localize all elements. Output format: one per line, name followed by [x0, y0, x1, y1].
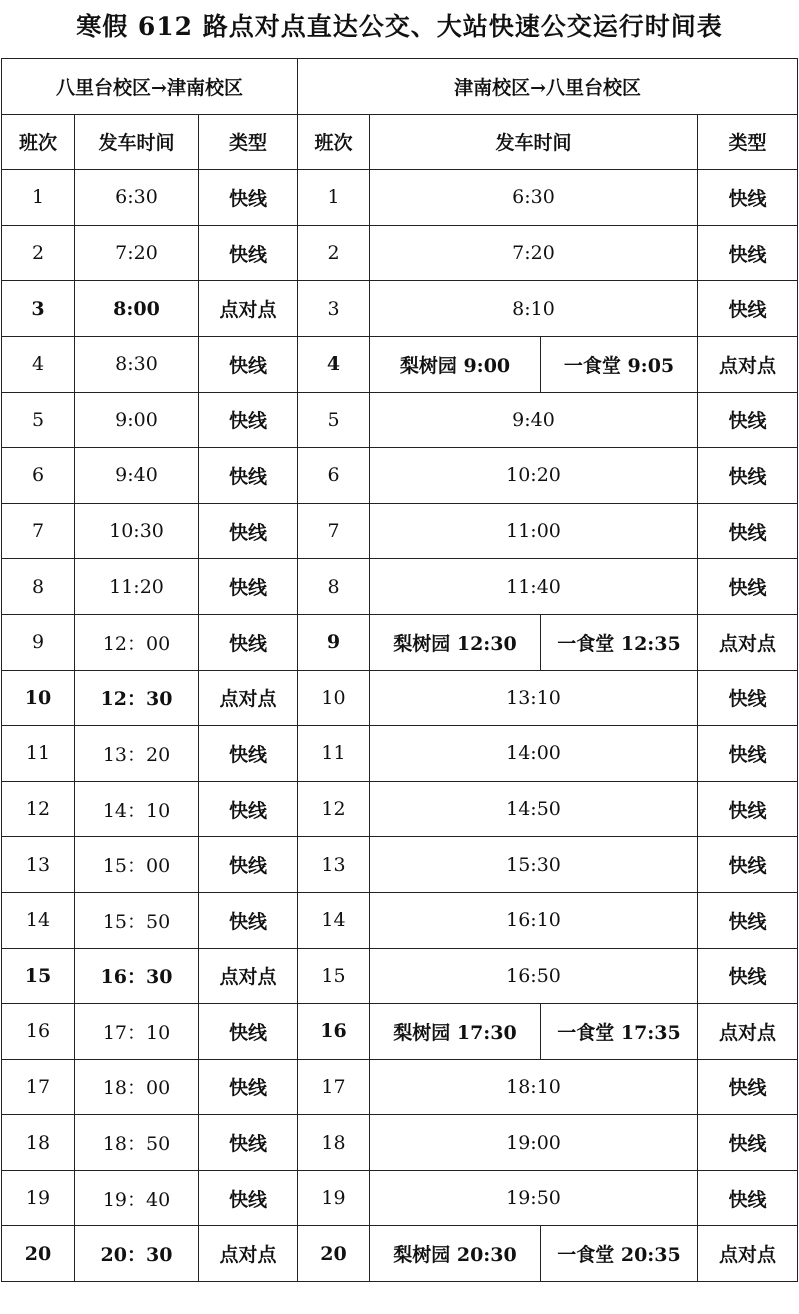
left-trip-type: 快线	[199, 1115, 298, 1171]
left-trip-no: 8	[2, 559, 75, 615]
right-trip-type: 快线	[698, 1170, 798, 1226]
left-departure-time: 9:40	[75, 448, 199, 504]
left-departure-time: 10:30	[75, 503, 199, 559]
right-trip-no: 19	[298, 1170, 370, 1226]
table-row	[2, 1170, 798, 1226]
timetable	[1, 58, 798, 1282]
left-type-header: 类型	[199, 114, 298, 170]
table-row	[2, 1115, 798, 1171]
right-trip-no-header: 班次	[298, 114, 370, 170]
right-departure-time: 19:50	[370, 1170, 698, 1226]
left-trip-type: 快线	[199, 448, 298, 504]
left-departure-time: 20：30	[75, 1226, 199, 1282]
left-trip-type: 点对点	[199, 1226, 298, 1282]
left-departure-time: 19：40	[75, 1170, 199, 1226]
left-trip-type: 快线	[199, 1004, 298, 1060]
direction-row	[2, 59, 798, 115]
table-row	[2, 1004, 798, 1060]
table-row	[2, 336, 798, 392]
right-trip-no: 5	[298, 392, 370, 448]
table-row	[2, 170, 798, 226]
right-departure-time: 18:10	[370, 1059, 698, 1115]
right-departure-header: 发车时间	[370, 114, 698, 170]
right-trip-type: 快线	[698, 948, 798, 1004]
right-departure-time: 19:00	[370, 1115, 698, 1171]
left-trip-no-header: 班次	[2, 114, 75, 170]
right-departure-time: 15:30	[370, 837, 698, 893]
left-departure-time: 17：10	[75, 1004, 199, 1060]
table-row	[2, 225, 798, 281]
left-trip-type: 快线	[199, 781, 298, 837]
right-trip-no: 11	[298, 726, 370, 782]
right-departure-stop-b: 一食堂 17:35	[541, 1004, 698, 1060]
left-departure-time: 14：10	[75, 781, 199, 837]
left-trip-type: 快线	[199, 503, 298, 559]
table-row	[2, 892, 798, 948]
left-trip-no: 9	[2, 614, 75, 670]
right-trip-type: 快线	[698, 170, 798, 226]
column-header-row	[2, 114, 798, 170]
right-trip-no: 18	[298, 1115, 370, 1171]
left-trip-type: 快线	[199, 559, 298, 615]
table-row	[2, 781, 798, 837]
left-trip-no: 2	[2, 225, 75, 281]
right-trip-no: 10	[298, 670, 370, 726]
left-trip-type: 快线	[199, 336, 298, 392]
right-departure-time: 14:00	[370, 726, 698, 782]
table-row	[2, 948, 798, 1004]
left-departure-time: 16：30	[75, 948, 199, 1004]
right-departure-time: 7:20	[370, 225, 698, 281]
left-trip-no: 14	[2, 892, 75, 948]
table-row	[2, 837, 798, 893]
right-departure-time: 16:50	[370, 948, 698, 1004]
right-trip-no: 7	[298, 503, 370, 559]
table-row	[2, 448, 798, 504]
right-trip-type: 点对点	[698, 614, 798, 670]
right-trip-type: 快线	[698, 225, 798, 281]
left-departure-time: 18：50	[75, 1115, 199, 1171]
left-trip-type: 快线	[199, 392, 298, 448]
right-trip-type: 快线	[698, 726, 798, 782]
left-trip-no: 16	[2, 1004, 75, 1060]
right-trip-type: 点对点	[698, 336, 798, 392]
left-trip-type: 快线	[199, 892, 298, 948]
right-trip-type: 点对点	[698, 1004, 798, 1060]
right-trip-no: 15	[298, 948, 370, 1004]
table-row	[2, 503, 798, 559]
left-trip-type: 快线	[199, 614, 298, 670]
right-trip-type: 快线	[698, 392, 798, 448]
left-departure-time: 12：30	[75, 670, 199, 726]
right-trip-type: 快线	[698, 837, 798, 893]
right-departure-time: 10:20	[370, 448, 698, 504]
right-departure-stop-a: 梨树园 12:30	[370, 614, 541, 670]
right-departure-time: 16:10	[370, 892, 698, 948]
left-departure-time: 7:20	[75, 225, 199, 281]
left-trip-no: 6	[2, 448, 75, 504]
left-trip-type: 点对点	[199, 670, 298, 726]
right-departure-time: 14:50	[370, 781, 698, 837]
right-trip-no: 17	[298, 1059, 370, 1115]
right-departure-stop-b: 一食堂 12:35	[541, 614, 698, 670]
right-trip-type: 快线	[698, 781, 798, 837]
right-departure-stop-b: 一食堂 9:05	[541, 336, 698, 392]
left-trip-no: 19	[2, 1170, 75, 1226]
left-departure-header: 发车时间	[75, 114, 199, 170]
left-trip-no: 15	[2, 948, 75, 1004]
right-trip-type: 快线	[698, 448, 798, 504]
left-trip-type: 快线	[199, 1059, 298, 1115]
left-trip-no: 5	[2, 392, 75, 448]
left-trip-type: 快线	[199, 1170, 298, 1226]
table-row	[2, 392, 798, 448]
right-trip-no: 13	[298, 837, 370, 893]
left-trip-type: 快线	[199, 225, 298, 281]
left-trip-no: 7	[2, 503, 75, 559]
left-departure-time: 13：20	[75, 726, 199, 782]
right-trip-no: 3	[298, 281, 370, 337]
right-trip-no: 9	[298, 614, 370, 670]
left-trip-no: 18	[2, 1115, 75, 1171]
left-direction-header: 八里台校区→津南校区	[2, 59, 298, 115]
right-departure-time: 6:30	[370, 170, 698, 226]
left-trip-no: 3	[2, 281, 75, 337]
left-trip-type: 快线	[199, 726, 298, 782]
right-trip-no: 16	[298, 1004, 370, 1060]
left-trip-no: 10	[2, 670, 75, 726]
right-trip-no: 2	[298, 225, 370, 281]
left-trip-type: 点对点	[199, 281, 298, 337]
right-trip-type: 快线	[698, 1059, 798, 1115]
left-departure-time: 8:30	[75, 336, 199, 392]
left-trip-type: 点对点	[199, 948, 298, 1004]
right-trip-no: 1	[298, 170, 370, 226]
right-trip-type: 快线	[698, 559, 798, 615]
table-row	[2, 1059, 798, 1115]
left-departure-time: 15：50	[75, 892, 199, 948]
right-trip-no: 4	[298, 336, 370, 392]
right-direction-header: 津南校区→八里台校区	[298, 59, 798, 115]
right-departure-time: 9:40	[370, 392, 698, 448]
left-departure-time: 12：00	[75, 614, 199, 670]
left-trip-no: 12	[2, 781, 75, 837]
left-trip-type: 快线	[199, 837, 298, 893]
table-row	[2, 559, 798, 615]
left-departure-time: 9:00	[75, 392, 199, 448]
left-trip-type: 快线	[199, 170, 298, 226]
right-departure-stop-a: 梨树园 9:00	[370, 336, 541, 392]
left-trip-no: 1	[2, 170, 75, 226]
right-trip-no: 14	[298, 892, 370, 948]
left-trip-no: 20	[2, 1226, 75, 1282]
left-trip-no: 13	[2, 837, 75, 893]
table-row	[2, 670, 798, 726]
right-trip-no: 12	[298, 781, 370, 837]
right-departure-stop-a: 梨树园 20:30	[370, 1226, 541, 1282]
table-row	[2, 1226, 798, 1282]
table-row	[2, 726, 798, 782]
left-departure-time: 15：00	[75, 837, 199, 893]
right-trip-type: 快线	[698, 892, 798, 948]
right-departure-time: 13:10	[370, 670, 698, 726]
right-departure-time: 8:10	[370, 281, 698, 337]
right-trip-no: 6	[298, 448, 370, 504]
right-trip-type: 快线	[698, 281, 798, 337]
table-row	[2, 281, 798, 337]
right-departure-stop-a: 梨树园 17:30	[370, 1004, 541, 1060]
left-trip-no: 17	[2, 1059, 75, 1115]
right-trip-no: 20	[298, 1226, 370, 1282]
page-title: 寒假 612 路点对点直达公交、大站快速公交运行时间表	[76, 12, 723, 41]
right-departure-time: 11:00	[370, 503, 698, 559]
right-trip-type: 点对点	[698, 1226, 798, 1282]
left-trip-no: 4	[2, 336, 75, 392]
right-type-header: 类型	[698, 114, 798, 170]
left-departure-time: 18：00	[75, 1059, 199, 1115]
left-departure-time: 11:20	[75, 559, 199, 615]
left-departure-time: 6:30	[75, 170, 199, 226]
table-row	[2, 614, 798, 670]
left-departure-time: 8:00	[75, 281, 199, 337]
right-departure-time: 11:40	[370, 559, 698, 615]
right-trip-type: 快线	[698, 503, 798, 559]
right-trip-type: 快线	[698, 670, 798, 726]
right-departure-stop-b: 一食堂 20:35	[541, 1226, 698, 1282]
right-trip-no: 8	[298, 559, 370, 615]
right-trip-type: 快线	[698, 1115, 798, 1171]
left-trip-no: 11	[2, 726, 75, 782]
